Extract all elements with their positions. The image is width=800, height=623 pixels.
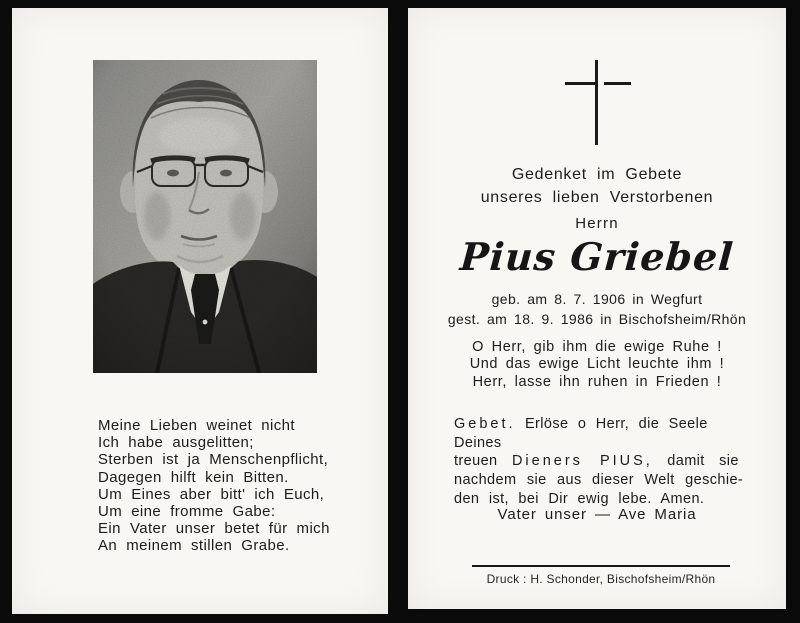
memorial-poem bbox=[98, 417, 330, 555]
invocation-line: Und das ewige Licht leuchte ihm ! bbox=[469, 356, 725, 373]
closing-prayers-line: Vater unser — Ave Maria bbox=[497, 506, 697, 523]
cross-icon bbox=[408, 8, 786, 163]
portrait-photo bbox=[93, 60, 317, 373]
vital-dates bbox=[408, 289, 786, 329]
prayer-line: Gebet. Erlöse o Herr, die Seele Deines bbox=[454, 416, 708, 451]
poem-line: Meine Lieben weinet nicht bbox=[98, 417, 295, 434]
deceased-name-emphasis: Dieners PIUS, bbox=[511, 453, 653, 470]
intro-line: unseres lieben Verstorbenen bbox=[480, 189, 714, 206]
invocation-line: O Herr, gib ihm die ewige Ruhe ! bbox=[472, 339, 722, 355]
poem-line: An meinem stillen Grabe. bbox=[98, 537, 290, 555]
prayer-line: nachdem sie aus dieser Welt geschie- bbox=[454, 472, 744, 489]
poem-line: Dagegen hilft kein Bitten. bbox=[98, 468, 289, 486]
death-date-line: gest. am 18. 9. 1986 in Bischofsheim/Rhön bbox=[447, 311, 747, 327]
card-right-page bbox=[408, 8, 786, 609]
printer-divider bbox=[472, 565, 730, 567]
poem-line: Um Eines aber bitt' ich Euch, bbox=[98, 485, 325, 503]
printer-credit: Druck : H. Schonder, Bischofsheim/Rhön bbox=[486, 572, 716, 586]
intro-line: Gedenket im Gebete bbox=[511, 166, 683, 183]
invocation-line: Herr, lasse ihn ruhen in Frieden ! bbox=[472, 373, 722, 390]
prayer-paragraph bbox=[454, 415, 750, 509]
prayer-line: treuen Dieners PIUS, damit sie bbox=[454, 453, 739, 470]
memorial-intro bbox=[408, 163, 786, 209]
salutation: Herrn bbox=[575, 215, 619, 232]
birth-date-line: geb. am 8. 7. 1906 in Wegfurt bbox=[491, 291, 703, 307]
poem-line: Ein Vater unser betet für mich bbox=[98, 520, 330, 538]
poem-line: Ich habe ausgelitten; bbox=[98, 434, 254, 452]
invocation-verses bbox=[408, 339, 786, 391]
portrait-illustration bbox=[93, 60, 317, 373]
poem-line: Um eine fromme Gabe: bbox=[98, 503, 276, 521]
prayer-line: den ist, bei Dir ewig lebe. Amen. bbox=[454, 490, 705, 507]
poem-line: Sterben ist ja Menschenpflicht, bbox=[98, 451, 329, 469]
card-left-page bbox=[12, 8, 388, 614]
deceased-name: Pius Griebel bbox=[458, 234, 736, 279]
prayer-label: Gebet. bbox=[454, 416, 516, 432]
